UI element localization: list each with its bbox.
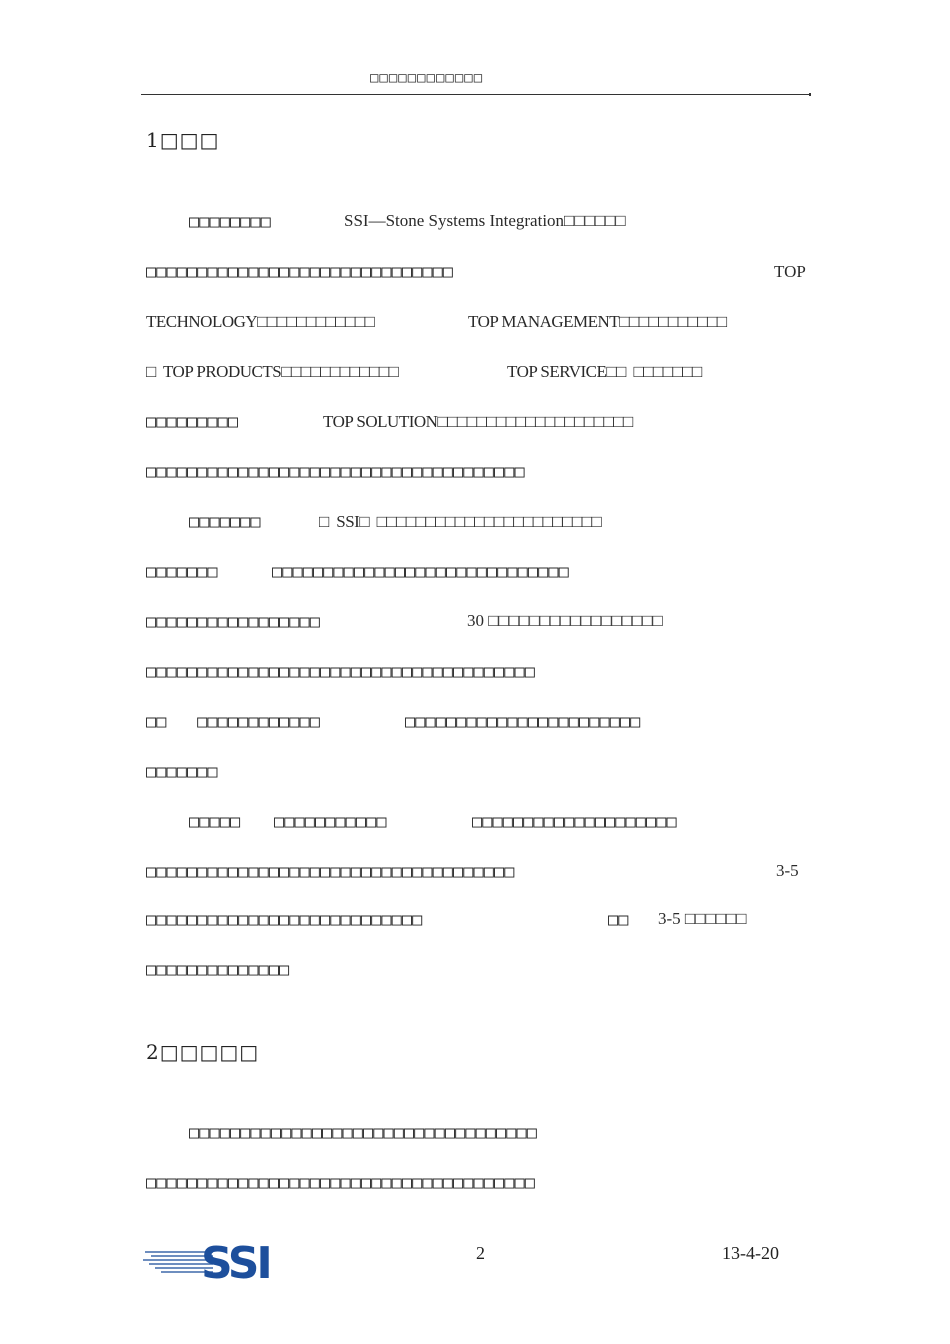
- section-heading-1: 1□□□: [146, 128, 220, 152]
- text-line: □ SSI□ □□□□□□□□□□□□□□□□□□□□□□□: [319, 512, 602, 531]
- text-line: SSI—Stone Systems Integration□□□□□□: [344, 211, 626, 230]
- text-line: □ TOP PRODUCTS□□□□□□□□□□□□: [146, 362, 399, 381]
- text-line: 3-5: [776, 861, 799, 880]
- text-line: □□□□□□□□□□□□□□□□□□□□: [472, 812, 677, 832]
- text-line: □□□□□□□□□□□□□□□□□□□□□□□□□□□□□□: [146, 262, 454, 282]
- section-heading-2: 2□□□□□: [146, 1040, 260, 1064]
- text-line: TOP: [774, 262, 806, 281]
- text-line: □□□□□□□□□□□□□□□□□□□□□□□□□□□: [146, 910, 423, 930]
- text-line: TOP SERVICE□□ □□□□□□□: [507, 362, 702, 381]
- header-divider: [141, 94, 809, 95]
- text-line: □□□□□□□□□□□□□□: [146, 960, 290, 980]
- text-line: □□□□□□□□: [189, 212, 271, 232]
- text-line: □□: [608, 910, 629, 930]
- page-header-title: □□□□□□□□□□□□: [370, 70, 484, 86]
- text-line: □□□□□□□□□□□□□□□□□□□□□□□□□□□□□□□□□□□□: [146, 862, 515, 882]
- text-line: □□□□□□□□□: [146, 412, 239, 432]
- text-line: □□□□□□□□□□□□□□□□□□□□□□□□□□□□□: [272, 562, 569, 582]
- page-number: 2: [476, 1243, 485, 1263]
- header-divider-tick: [809, 93, 811, 96]
- text-line: □□□□□□□□□□□□□□□□□□□□□□□: [405, 712, 641, 732]
- ssi-logo: [143, 1240, 343, 1282]
- text-line: TOP SOLUTION□□□□□□□□□□□□□□□□□□□□: [323, 412, 633, 431]
- text-line: TECHNOLOGY□□□□□□□□□□□□: [146, 312, 375, 331]
- footer-date: 13-4-20: [722, 1243, 779, 1263]
- text-line: □□□□□□□: [146, 562, 218, 582]
- text-line: 30 □□□□□□□□□□□□□□□□□: [467, 611, 663, 630]
- text-line: □□□□□□□: [146, 762, 218, 782]
- text-line: □□ □□□□□□□□□□□□: [146, 712, 320, 732]
- text-line: □□□□□□□□□□□□□□□□□: [146, 612, 320, 632]
- text-line: □□□□□□□□□□□□□□□□□□□□□□□□□□□□□□□□□□□□□: [146, 462, 525, 482]
- text-line: □□□□□: [189, 812, 241, 832]
- text-line: □□□□□□□□□□□□□□□□□□□□□□□□□□□□□□□□□□□□□□: [146, 1173, 535, 1193]
- text-line: TOP MANAGEMENT□□□□□□□□□□□: [468, 312, 727, 331]
- text-line: □□□□□□□□□□□□□□□□□□□□□□□□□□□□□□□□□□□□□□: [146, 662, 535, 682]
- text-line: □□□□□□□□□□□□□□□□□□□□□□□□□□□□□□□□□□: [189, 1123, 537, 1143]
- text-line: 3-5 □□□□□□: [658, 909, 747, 928]
- ssi-logo-text: SSI: [201, 1240, 270, 1282]
- text-line: □□□□□□□□□□□: [274, 812, 387, 832]
- text-line: □□□□□□□: [189, 512, 261, 532]
